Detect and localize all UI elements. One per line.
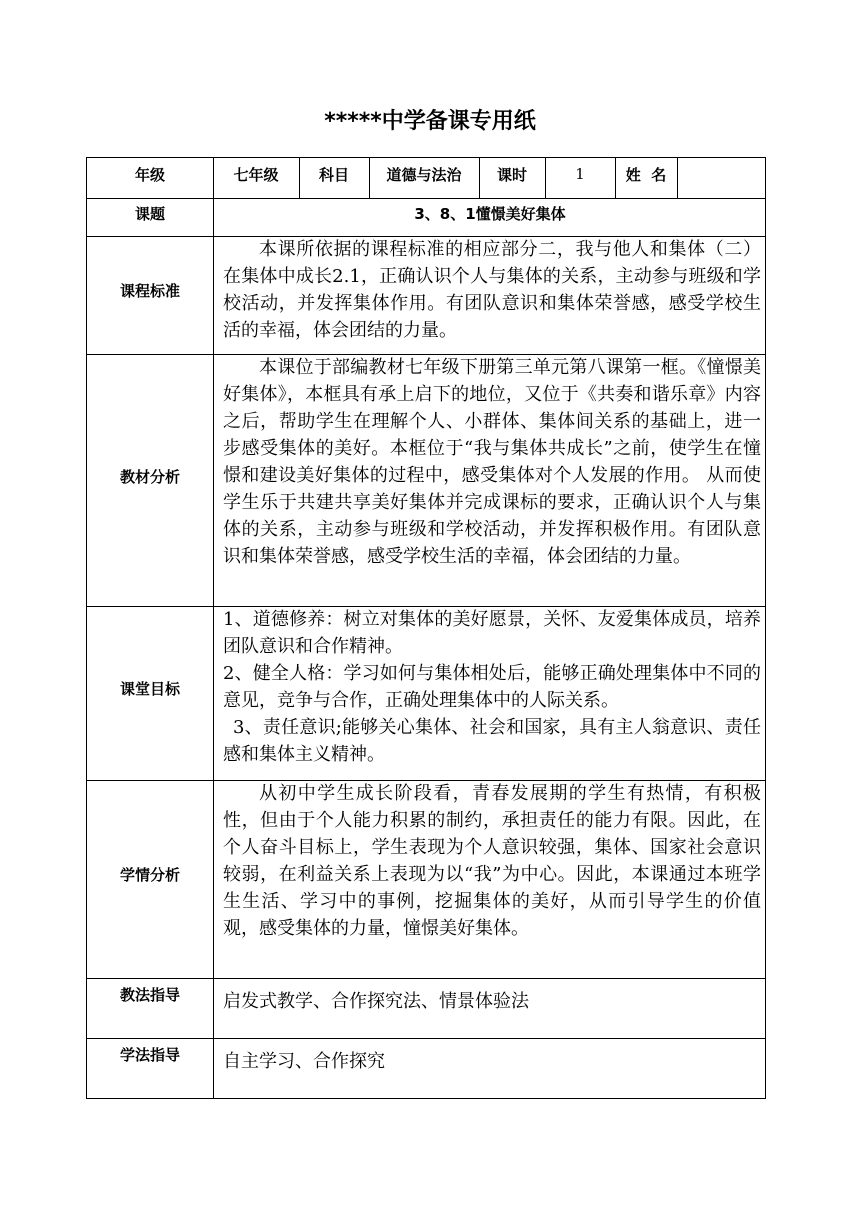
row-divider xyxy=(87,1038,765,1039)
topic-value: 3、8、1懂憬美好集体 xyxy=(414,204,566,223)
name-value xyxy=(677,158,765,190)
lesson-plan-table xyxy=(86,157,766,1099)
textbook-analysis-label: 教材分析 xyxy=(119,468,180,486)
class-goals-label: 课堂目标 xyxy=(119,680,180,698)
curriculum-standard-paragraph: 本课所依据的课程标准的相应部分二，我与他人和集体（二）在集体中成长2.1，正确认识个人与集体的关系，主动参与班级和学校活动，并发挥集体作用。有团队意识和集体荣誉感，感受学校生活的幸福，体会团结的力量。 xyxy=(223,239,761,341)
teaching-method-label: 教法指导 xyxy=(119,986,180,1004)
curriculum-standard-text xyxy=(213,236,767,344)
student-analysis-label: 学情分析 xyxy=(119,866,180,884)
row-divider xyxy=(87,978,765,979)
goal-item: 1、道德修养：树立对集体的美好愿景，关怀、友爱集体成员，培养团队意识和合作精神。 xyxy=(223,609,761,657)
subject-label: 科目 xyxy=(318,165,349,184)
page-title: *****中学备课专用纸 xyxy=(324,109,536,134)
learning-method-label: 学法指导 xyxy=(119,1046,180,1064)
period-value: 1 xyxy=(575,165,585,183)
topic-label: 课题 xyxy=(134,204,165,223)
goal-item: 2、健全人格：学习如何与集体相处后，能够正确处理集体中不同的意见，竞争与合作，正确处理集体中的人际关系。 xyxy=(223,663,761,711)
subject-value: 道德与法治 xyxy=(386,165,462,184)
teaching-method-text: 启发式教学、合作探究法、情景体验法 xyxy=(223,991,529,1012)
grade-label: 年级 xyxy=(134,165,165,184)
learning-method-text: 自主学习、合作探究 xyxy=(223,1051,385,1072)
goal-item: 3、责任意识;能够关心集体、社会和国家，具有主人翁意识、责任感和集体主义精神。 xyxy=(223,717,761,765)
student-analysis-paragraph: 从初中学生成长阶段看，青春发展期的学生有热情，有积极性，但由于个人能力积累的制约，承担责任的能力有限。因此，在个人奋斗目标上，学生表现为个人意识较强，集体、国家社会意识较弱，在利益关系上表现为以“我”为中心。因此，本课通过本班学生生活、学习中的事例，挖掘集体的美好，从而引导学生的价值观，感受集体的力量，憧憬美好集体。 xyxy=(223,783,761,939)
curriculum-standard-label: 课程标准 xyxy=(119,282,180,300)
period-label: 课时 xyxy=(496,165,527,184)
student-analysis-text xyxy=(213,780,767,942)
textbook-analysis-paragraph: 本课位于部编教材七年级下册第三单元第八课第一框。《憧憬美好集体》，本框具有承上启下的地位，又位于《共奏和谐乐章》内容之后，帮助学生在理解个人、小群体、集体间关系的基础上，进一步感受集体的美好。本框位于“我与集体共成长”之前，使学生在憧憬和建设美好集体的过程中，感受集体对个人发展的作用。 从而使学生乐于共建共享美好集体并完成课标的要求，正确认识个人与集体的关系，主动参与班级和学校活动，并发挥积极作用。有团队意识和集体荣誉感，感受学校生活的幸福，体会团结的力量。 xyxy=(223,357,761,567)
name-label: 姓 名 xyxy=(625,165,667,184)
textbook-analysis-text xyxy=(213,354,767,570)
grade-value: 七年级 xyxy=(233,165,279,184)
class-goals-text xyxy=(213,606,767,768)
